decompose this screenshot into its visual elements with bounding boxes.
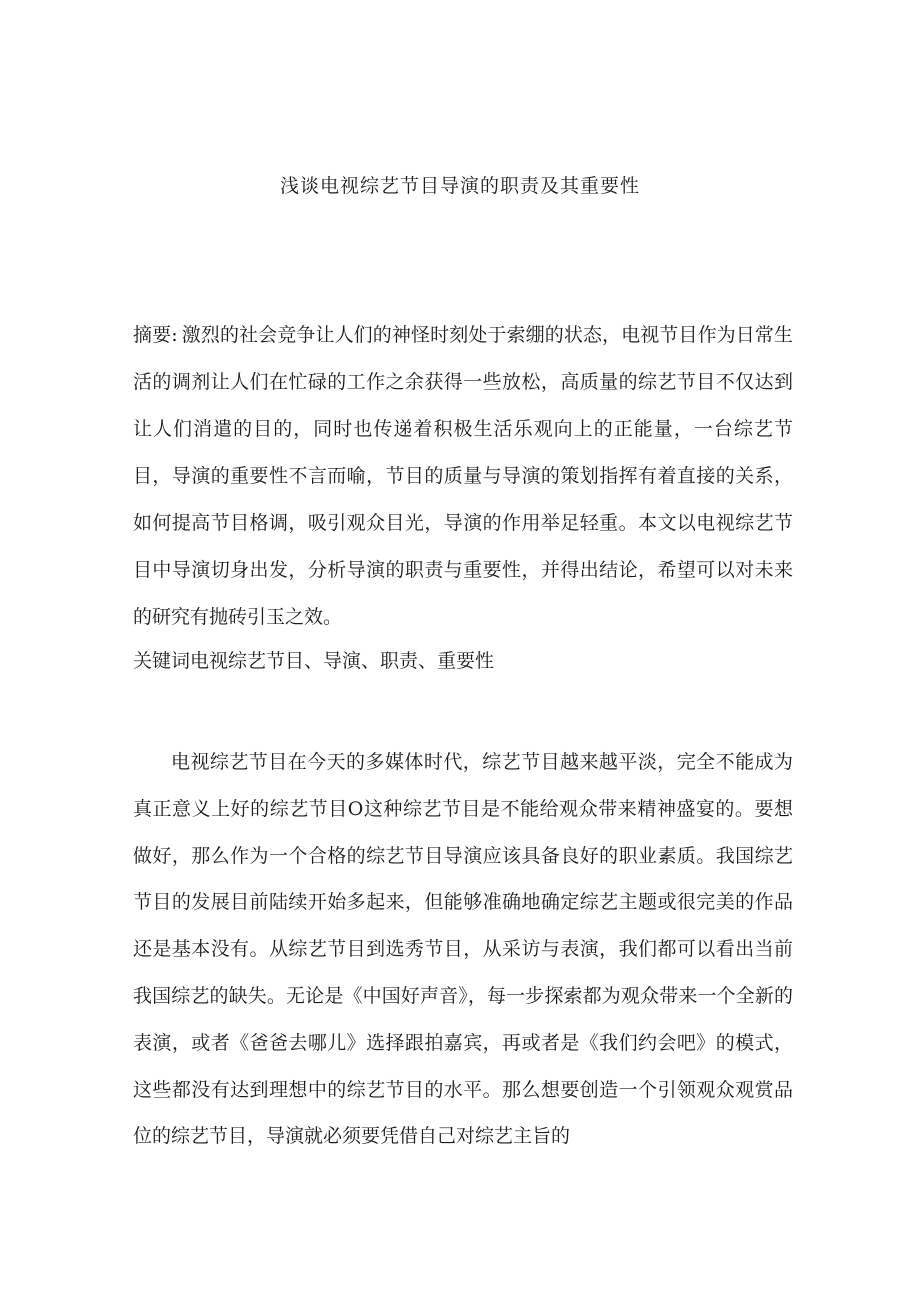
body-paragraph: 电视综艺节目在今天的多媒体时代，综艺节目越来越平淡，完全不能成为真正意义上好的综艺节目O这种综艺节目是不能给观众带来精神盛宴的。要想做好，那么作为一个合格的综艺节目导演应该具备良好的职业素质。我国综艺节目的发展目前陆续开始多起来，但能够准确地确定综艺主题或很完美的作品还是基本没有。从综艺节目到选秀节目，从采访与表演，我们都可以看出当前我国综艺的缺失。无论是《中国好声音》，每一步探索都为观众带来一个全新的表演，或者《爸爸去哪儿》选择跟拍嘉宾，再或者是《我们约会吧》的模式，这些都没有达到理想中的综艺节目的水平。那么想要创造一个引领观众观赏品位的综艺节目，导演就必须要凭借自己对综艺主旨的 bbox=[133, 751, 793, 1148]
abstract-label: 摘要: bbox=[133, 324, 178, 346]
abstract-text: 激烈的社会竞争让人们的神怪时刻处于索绷的状态，电视节目作为日常生活的调剂让人们在忙碌的工作之余获得一些放松，高质量的综艺节目不仅达到让人们消遣的目的，同时也传递着积极生活乐观向上的正能量，一台综艺节目，导演的重要性不言而喻，节目的质量与导演的策划指挥有着直接的关系，如何提高节目格调，吸引观众目光，导演的作用举足轻重。本文以电视综艺节目中导演切身出发，分析导演的职责与重要性，并得出结论，希望可以对未来的研究有抛砖引玉之效。 bbox=[133, 324, 793, 628]
abstract-paragraph bbox=[133, 312, 793, 641]
document-title: 浅谈电视综艺节目导演的职责及其重要性 bbox=[279, 175, 640, 197]
keywords-line: 关键词电视综艺节目、导演、职责、重要性 bbox=[133, 650, 495, 672]
